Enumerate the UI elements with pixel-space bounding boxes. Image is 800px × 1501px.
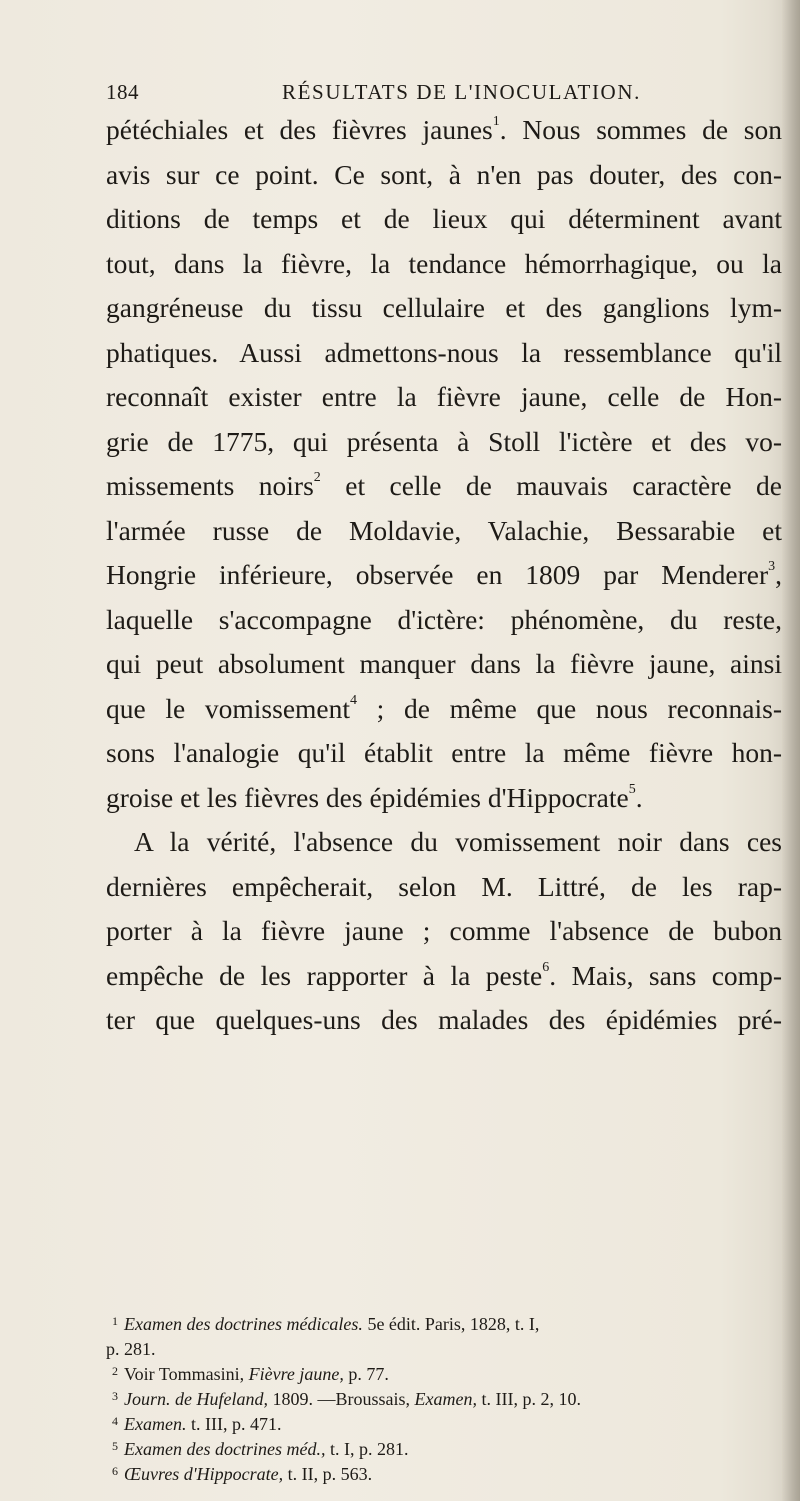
footnote	[106, 1462, 782, 1487]
text-line-content: empêche de les rapporter à la peste	[106, 959, 543, 991]
text-line	[106, 954, 782, 999]
text-line	[106, 820, 782, 865]
text-line	[106, 998, 782, 1043]
text-line-content: ditions de temps et de lieux qui déterminent avant	[106, 203, 782, 234]
footnote	[106, 1437, 782, 1462]
footnote	[106, 1362, 782, 1387]
text-line-continuation: . Nous sommes de son	[499, 114, 782, 145]
footnotes	[106, 1312, 782, 1487]
footnote-title: Journ. de Hufeland,	[124, 1389, 268, 1409]
footnote-title: Examen des doctrines médicales.	[124, 1314, 363, 1334]
text-line-continuation: ; de même que nous reconnais-	[357, 692, 782, 724]
page-number: 184	[106, 80, 139, 104]
main-text	[106, 108, 782, 1043]
text-line	[106, 331, 782, 376]
footnote	[106, 1337, 782, 1362]
text-line-content: grie de 1775, qui présenta à Stoll l'ictère et des vo-	[106, 425, 782, 457]
text-line-continuation: et celle de mauvais caractère de	[320, 470, 782, 501]
footnote-number: 6	[112, 1464, 118, 1478]
text-line	[106, 642, 782, 687]
text-line	[106, 242, 782, 287]
text-line-content: qui peut absolument manquer dans la fièvre jaune, ainsi	[106, 648, 782, 679]
text-line-continuation: .	[635, 781, 643, 813]
footnote-text: t. III, p. 2, 10.	[476, 1389, 581, 1409]
footnote-marker: 3	[768, 559, 776, 574]
text-line-content: porter à la fièvre jaune ; comme l'absence de bubon	[106, 915, 782, 946]
text-line-content: laquelle s'accompagne d'ictère: phénomène, du reste,	[106, 603, 782, 635]
text-line	[106, 464, 782, 509]
footnote-text: 1809. —Broussais,	[267, 1389, 415, 1409]
footnote-text: p. 77.	[343, 1364, 389, 1384]
text-line-content: ter que quelques-uns des malades des épidémies pré-	[106, 1004, 782, 1035]
footnote-number: 3	[112, 1389, 118, 1403]
footnote-number: 1	[112, 1314, 118, 1328]
text-line	[106, 865, 782, 910]
footnote-text: t. II, p. 563.	[283, 1464, 373, 1484]
text-line-content: reconnaît exister entre la fièvre jaune, celle de Hon-	[106, 381, 782, 412]
footnote-marker: 1	[492, 114, 500, 129]
text-line	[106, 108, 782, 153]
text-line-content: tout, dans la fièvre, la tendance hémorrhagique, ou la	[106, 247, 782, 279]
footnote	[106, 1312, 782, 1337]
footnote-title: Examen.	[124, 1414, 187, 1434]
text-line	[106, 375, 782, 420]
text-line	[106, 776, 782, 821]
text-line	[106, 197, 782, 242]
footnote-title: Fièvre jaune,	[248, 1364, 344, 1384]
footnote-title: Examen,	[414, 1389, 477, 1409]
footnote-text: t. I, p. 281.	[325, 1439, 409, 1459]
footnote-text: t. III, p. 471.	[186, 1414, 282, 1434]
text-line	[106, 553, 782, 598]
text-line-continuation: . Mais, sans comp-	[549, 959, 782, 991]
page-header	[106, 80, 782, 110]
text-line	[106, 286, 782, 331]
footnote-marker: 6	[542, 959, 550, 975]
text-line-content: missements noirs	[106, 470, 314, 501]
text-line-content: dernières empêcherait, selon M. Littré, de les rap-	[106, 870, 782, 902]
footnote-number: 4	[112, 1414, 118, 1428]
text-line-content: sons l'analogie qu'il établit entre la même fièvre hon-	[106, 737, 782, 768]
text-line	[106, 509, 782, 554]
footnote-text: Voir Tommasini,	[124, 1364, 249, 1384]
text-line	[106, 687, 782, 732]
text-line-content: l'armée russe de Moldavie, Valachie, Bessarabie et	[106, 514, 782, 546]
text-line	[106, 598, 782, 643]
footnote-number: 2	[112, 1364, 118, 1378]
footnote-text: p. 281.	[106, 1339, 156, 1359]
footnote-marker: 5	[628, 781, 636, 797]
text-line-content: pétéchiales et des fièvres jaunes	[106, 114, 493, 145]
footnote-title: Examen des doctrines méd.,	[124, 1439, 326, 1459]
text-line-content: groise et les fièvres des épidémies d'Hippocrate	[106, 781, 629, 813]
text-line-content: Hongrie inférieure, observée en 1809 par Menderer	[106, 559, 769, 590]
page-edge	[782, 0, 800, 1501]
text-line-content: A la vérité, l'absence du vomissement noir dans ces	[134, 826, 782, 857]
footnote-text: 5e édit. Paris, 1828, t. I,	[362, 1314, 540, 1334]
footnote	[106, 1412, 782, 1437]
text-line-content: gangréneuse du tissu cellulaire et des ganglions lym-	[106, 292, 782, 323]
footnote-marker: 4	[350, 692, 358, 708]
text-line-content: avis sur ce point. Ce sont, à n'en pas douter, des con-	[106, 158, 782, 190]
text-line-continuation: ,	[775, 559, 782, 590]
text-line	[106, 153, 782, 198]
running-title: RÉSULTATS DE L'INOCULATION.	[282, 80, 641, 104]
footnote-marker: 2	[313, 470, 321, 485]
text-line-content: phatiques. Aussi admettons-nous la ressemblance qu'il	[106, 336, 782, 368]
text-line-content: que le vomissement	[106, 692, 351, 724]
text-line	[106, 731, 782, 776]
footnote-title: Œuvres d'Hippocrate,	[124, 1464, 284, 1484]
text-line	[106, 909, 782, 954]
text-line	[106, 420, 782, 465]
footnote	[106, 1387, 782, 1412]
footnote-number: 5	[112, 1439, 118, 1453]
